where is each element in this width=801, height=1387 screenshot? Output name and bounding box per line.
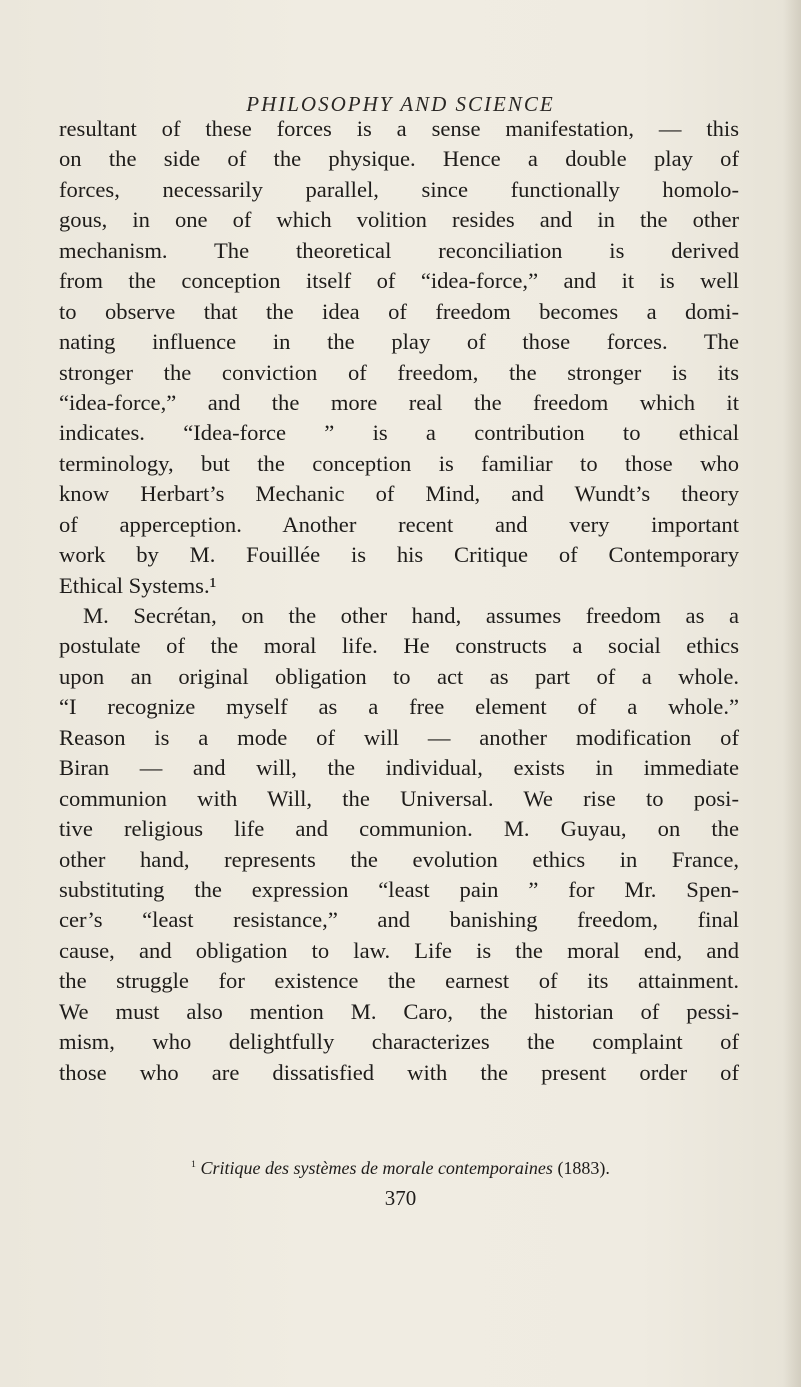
text-line: Biran — and will, the individual, exists in immediate: [59, 755, 739, 781]
footnote-year: (1883).: [557, 1158, 610, 1178]
text-line: the struggle for existence the earnest of its attainment.: [59, 968, 739, 994]
text-line: gous, in one of which volition resides and in the other: [59, 207, 739, 233]
text-line: “idea-force,” and the more real the freedom which it: [59, 389, 739, 415]
text-line: Ethical Systems.¹: [59, 572, 217, 598]
text-line: forces, necessarily parallel, since functionally homolo-: [59, 176, 739, 202]
text-line: mism, who delightfully characterizes the complaint of: [59, 1029, 739, 1055]
text-line: mechanism. The theoretical reconciliation is derived: [59, 237, 739, 263]
text-line: from the conception itself of “idea-force,” and it is well: [59, 268, 739, 294]
text-line: indicates. “Idea-force ” is a contribution to ethical: [59, 420, 739, 446]
text-line: nating influence in the play of those forces. The: [59, 329, 739, 355]
footnote: [0, 1158, 801, 1179]
text-line: substituting the expression “least pain ” for Mr. Spen-: [59, 876, 739, 902]
text-line: We must also mention M. Caro, the historian of pessi-: [59, 998, 739, 1024]
footnote-title: Critique des systèmes de morale contemporaines: [200, 1158, 553, 1178]
text-line: cer’s “least resistance,” and banishing freedom, final: [59, 907, 739, 933]
footnote-marker: 1: [191, 1159, 196, 1170]
text-line: resultant of these forces is a sense manifestation, — this: [59, 116, 739, 141]
text-line: tive religious life and communion. M. Guyau, on the: [59, 816, 739, 842]
text-line: cause, and obligation to law. Life is the moral end, and: [59, 937, 739, 963]
body-text: [59, 114, 739, 1088]
page-number: 370: [384, 1186, 417, 1210]
text-line: Reason is a mode of will — another modification of: [59, 724, 739, 750]
text-line: work by M. Fouillée is his Critique of Contemporary: [59, 542, 739, 568]
text-line: M. Secrétan, on the other hand, assumes freedom as a: [83, 603, 739, 628]
text-line: stronger the conviction of freedom, the stronger is its: [59, 359, 739, 385]
text-line: “I recognize myself as a free element of a whole.”: [59, 694, 739, 720]
text-line: know Herbart’s Mechanic of Mind, and Wundt’s theory: [59, 481, 739, 507]
text-line: to observe that the idea of freedom becomes a domi-: [59, 298, 739, 324]
text-line: those who are dissatisfied with the present order of: [59, 1059, 739, 1085]
text-line: on the side of the physique. Hence a double play of: [59, 146, 739, 172]
text-line: terminology, but the conception is familiar to those who: [59, 450, 739, 476]
running-head: PHILOSOPHY AND SCIENCE: [246, 92, 555, 116]
text-line: communion with Will, the Universal. We rise to posi-: [59, 785, 739, 811]
text-line: postulate of the moral life. He constructs a social ethics: [59, 633, 739, 659]
text-line: upon an original obligation to act as part of a whole.: [59, 663, 739, 689]
text-line: other hand, represents the evolution ethics in France,: [59, 846, 739, 872]
text-line: of apperception. Another recent and very important: [59, 511, 739, 537]
